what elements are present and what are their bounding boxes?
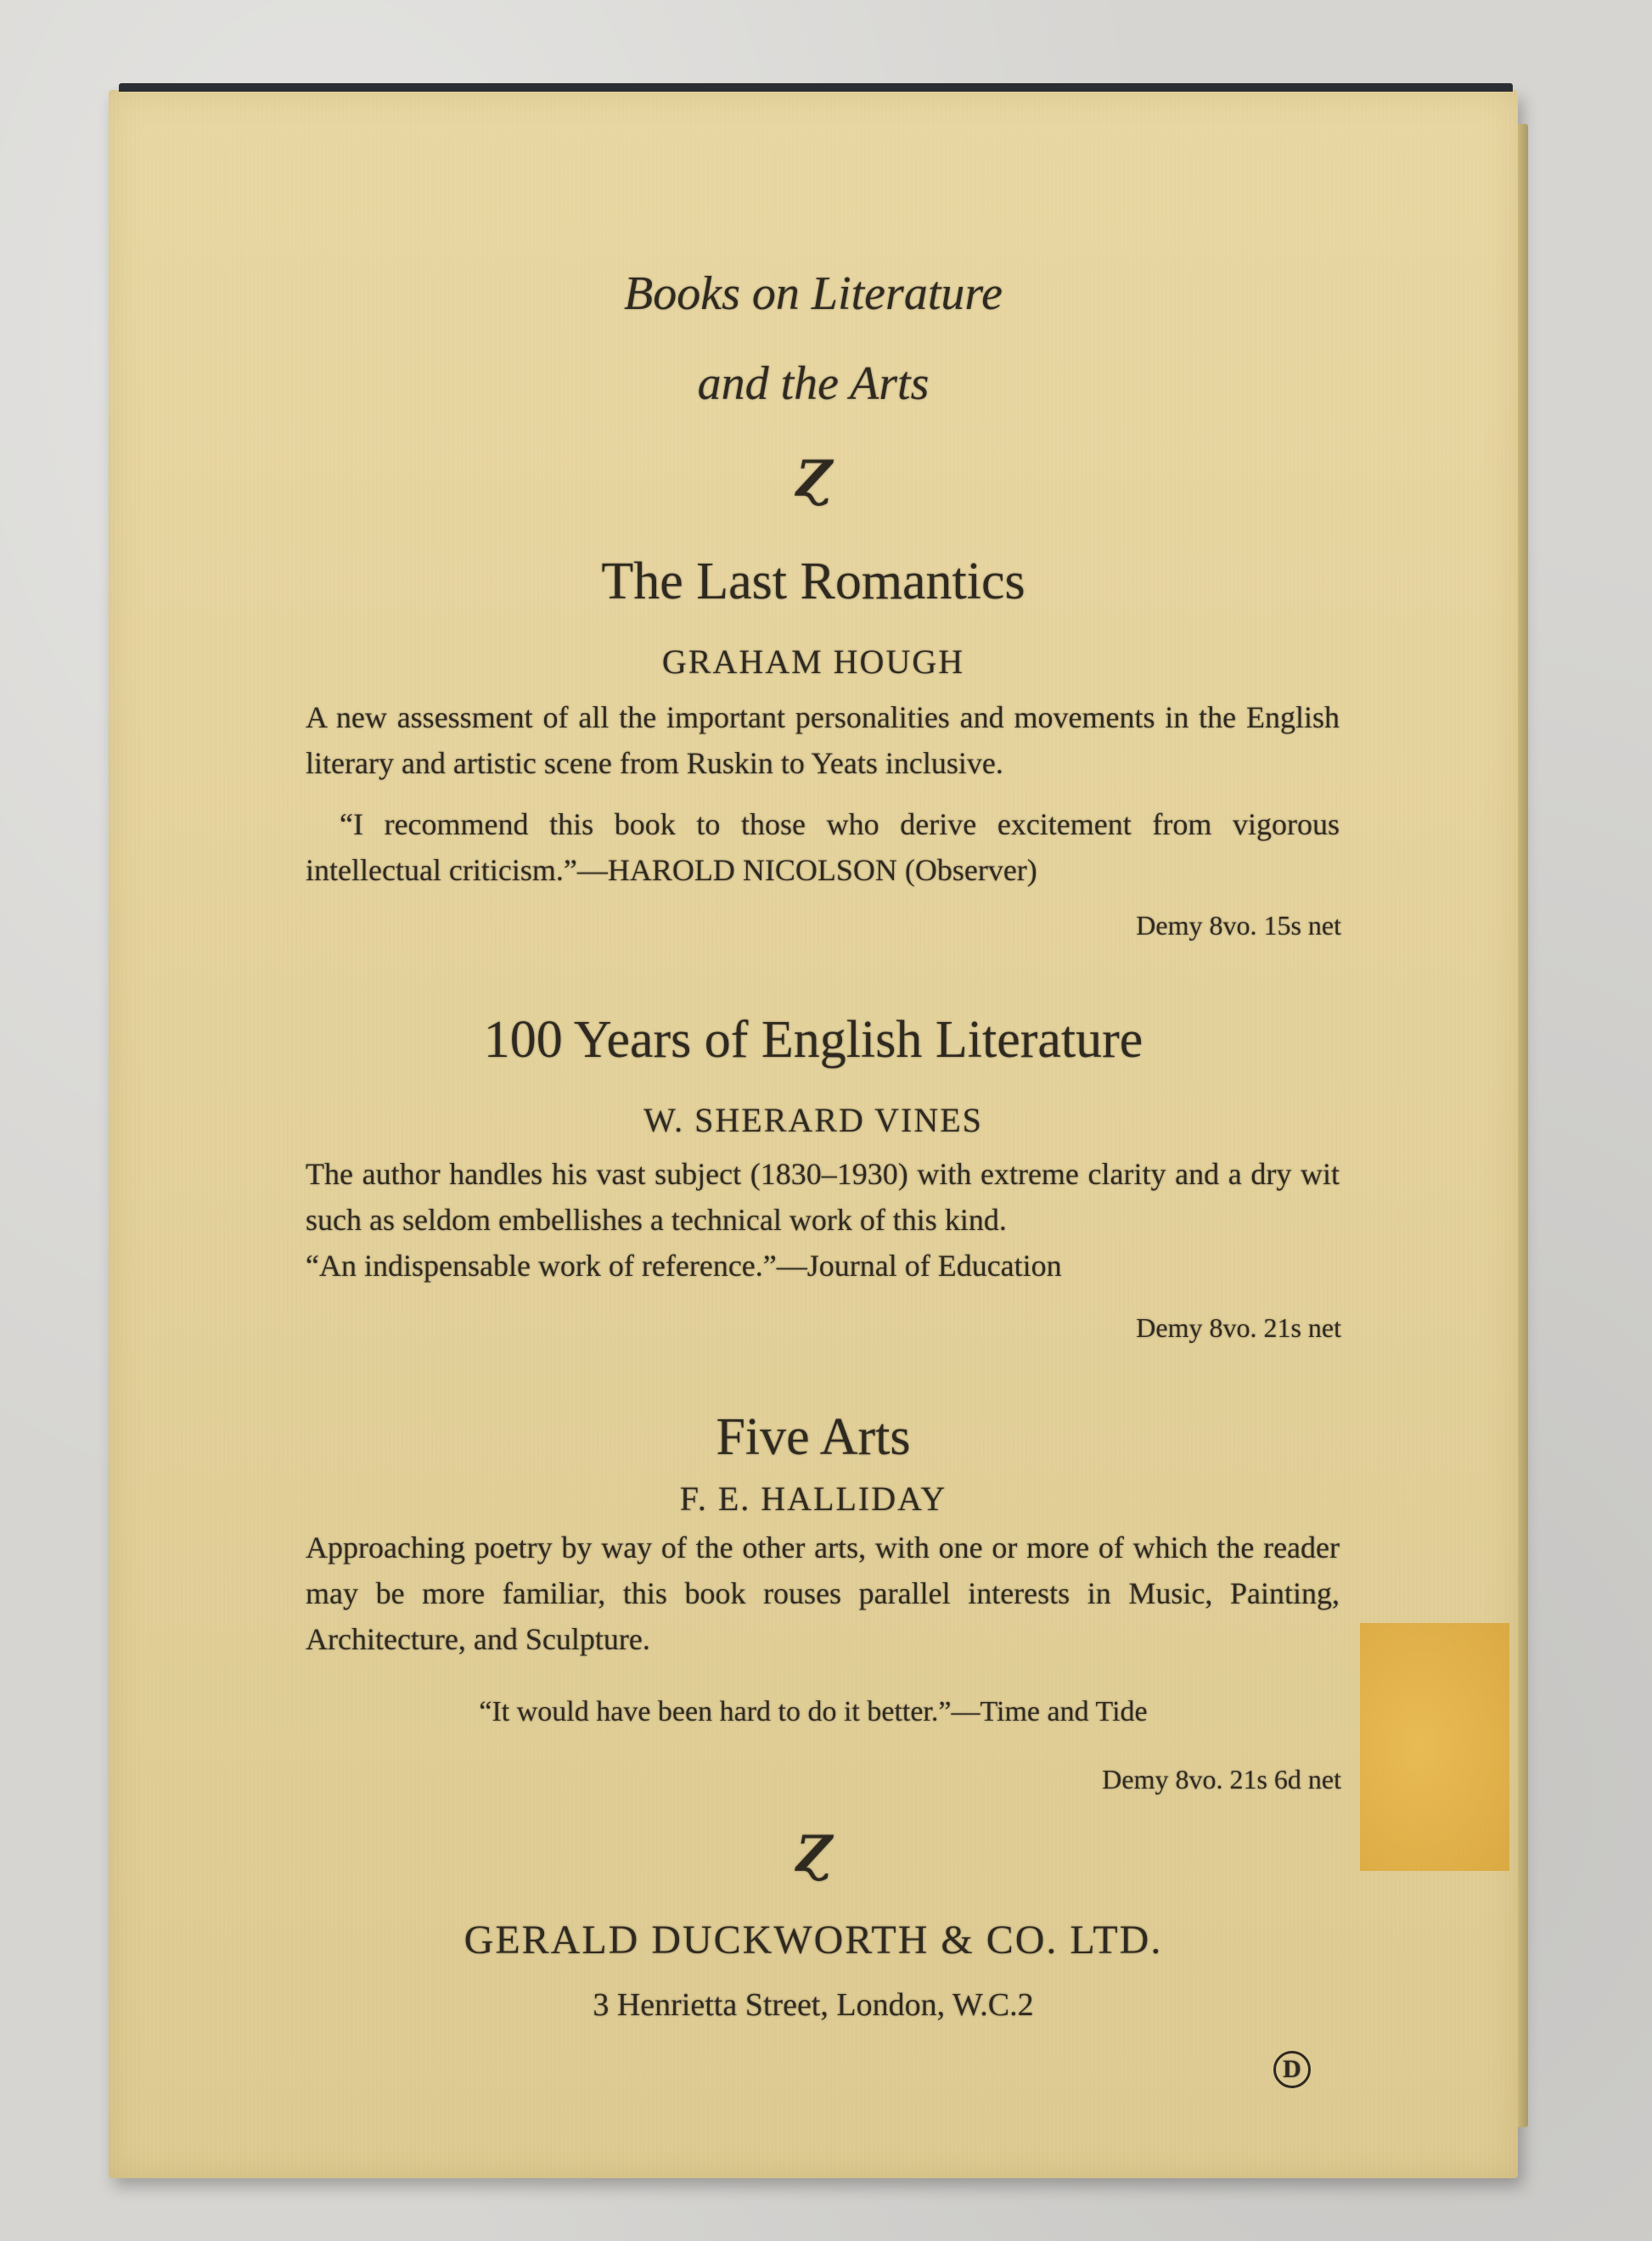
heading-line-1: Books on Literature	[624, 267, 1003, 320]
publisher-name: GERALD DUCKWORTH & CO. LTD.	[464, 1918, 1163, 1963]
book-author-3: F. E. HALLIDAY	[679, 1480, 947, 1518]
book-description-1: A new assessment of all the important personalities and movements in the English literary and artistic scene from Ruskin to Yeats inclusive.	[306, 700, 1340, 780]
cover-text	[109, 90, 1518, 2178]
book-description-3: Approaching poetry by way of the other arts, with one or more of which the reader may be more familiar, this book rouses parallel interests in Music, Painting, Architecture, and Sculpture.	[306, 1531, 1340, 1656]
publisher-address: 3 Henrietta Street, London, W.C.2	[593, 1987, 1034, 2023]
book-quote-2: “An indispensable work of reference.”—Journal of Education	[306, 1249, 1062, 1283]
publisher-mark-icon: D	[1273, 2051, 1311, 2088]
ornament-bottom: Ɀ	[795, 1827, 832, 1882]
book-side-edge	[1518, 124, 1528, 2127]
book-title-3: Five Arts	[716, 1408, 911, 1466]
book-quote-3: “It would have been hard to do it better.”—Time and Tide	[479, 1696, 1148, 1727]
book-description-2: The author handles his vast subject (1830–1930) with extreme clarity and a dry wit such as seldom embellishes a technical work of this kind.	[306, 1157, 1340, 1237]
book-back-cover	[109, 90, 1518, 2178]
book-author-1: GRAHAM HOUGH	[661, 643, 965, 681]
book-author-2: W. SHERARD VINES	[643, 1101, 983, 1139]
ornament-top: Ɀ	[795, 452, 832, 507]
heading-line-2: and the Arts	[697, 357, 930, 410]
book-price-2: Demy 8vo. 21s net	[1136, 1312, 1341, 1343]
book-quote-1: “I recommend this book to those who derive excitement from vigorous intellectual criticism.”—HAROLD NICOLSON (Observer)	[306, 807, 1340, 887]
book-title-2: 100 Years of English Literature	[483, 1011, 1143, 1069]
book-price-3: Demy 8vo. 21s 6d net	[1102, 1764, 1341, 1794]
book-title-1: The Last Romantics	[601, 553, 1025, 610]
book-price-1: Demy 8vo. 15s net	[1136, 910, 1341, 941]
